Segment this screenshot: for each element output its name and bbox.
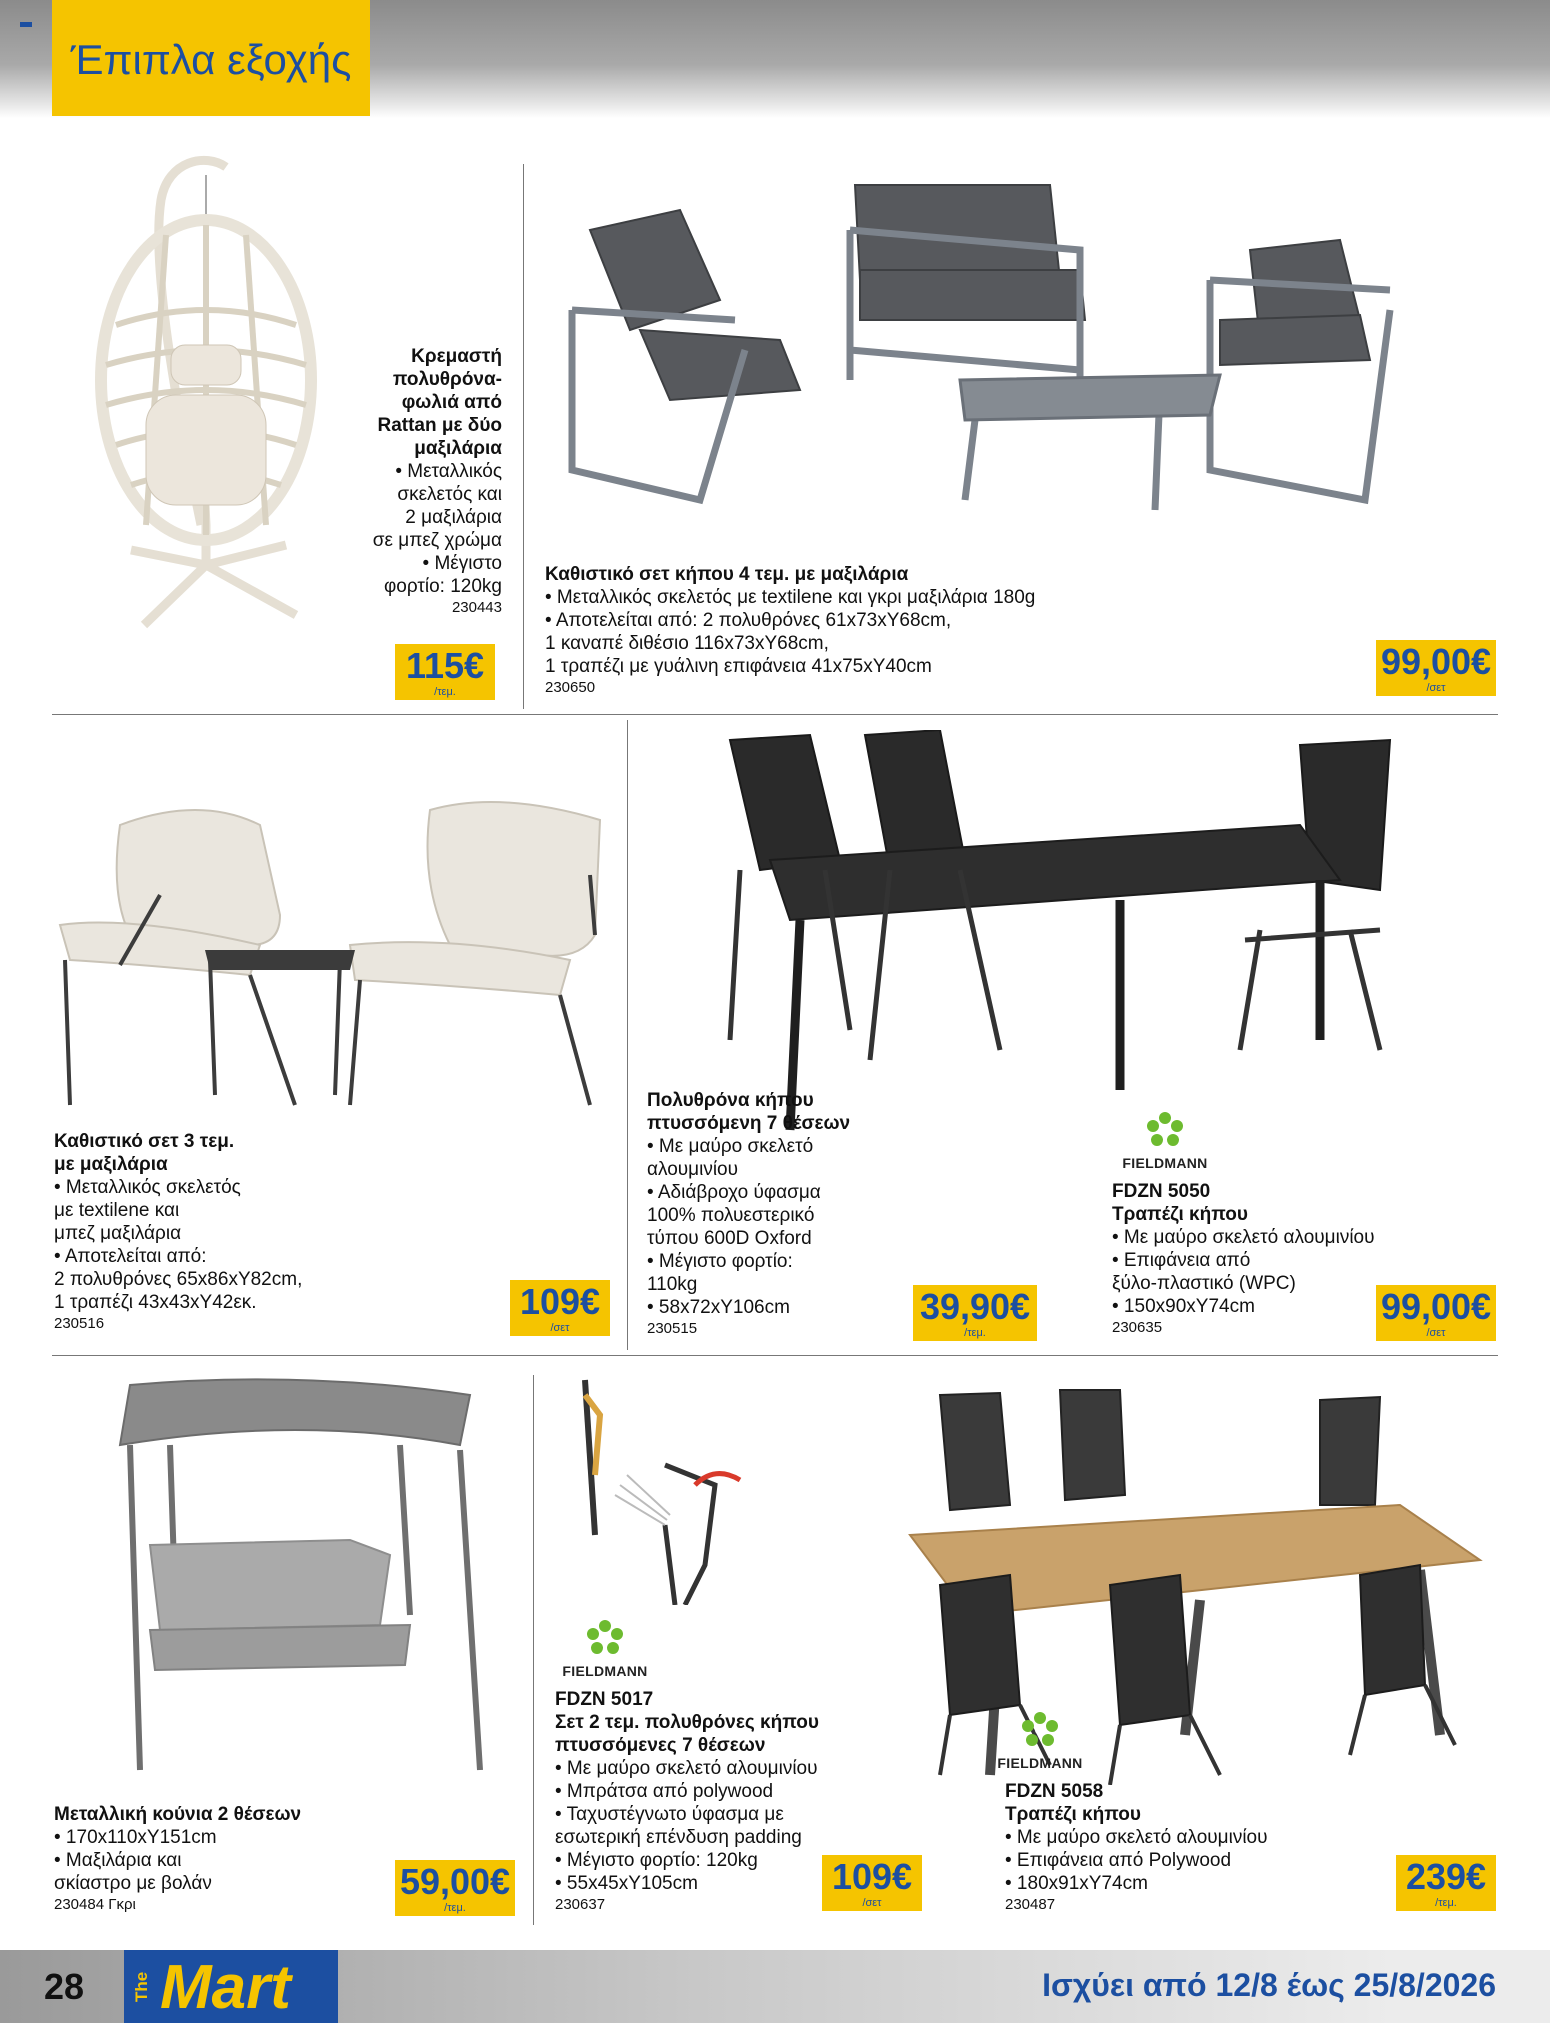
product-title-line: FDZN 5058 <box>1005 1781 1104 1802</box>
product-title-line: Κρεμαστή <box>411 346 502 367</box>
product-title-line: πτυσσόμενη 7 θέσεων <box>647 1113 851 1134</box>
page-number: 28 <box>44 1966 85 2007</box>
product-detail-line: • Αποτελείται από: 2 πολυθρόνες 61x73xY68cm, <box>545 610 952 631</box>
divider <box>52 1355 1498 1356</box>
product-detail-line: • Μέγιστο <box>422 553 502 574</box>
product-detail-line: • 150x90xY74cm <box>1112 1296 1255 1317</box>
product-title-line: πολυθρόνα- <box>392 369 502 390</box>
dining-set-wood-image <box>880 1385 1500 1785</box>
product-detail-line: • Ταχυστέγνωτο ύφασμα με <box>555 1804 784 1825</box>
dining-set-black-image <box>700 730 1480 1150</box>
brand-name: FIELDMANN <box>1122 1155 1208 1171</box>
category-badge <box>52 0 370 116</box>
price-unit: /σετ <box>1426 1327 1446 1339</box>
product-detail-line: • Μεταλλικός <box>395 461 502 482</box>
product-detail-line: • 170x110xY151cm <box>54 1827 217 1848</box>
product-detail-line: • Με μαύρο σκελετό αλουμινίου <box>1112 1227 1375 1248</box>
product-detail-line: • Με μαύρο σκελετό <box>647 1136 814 1157</box>
product-title-line: FDZN 5017 <box>555 1689 654 1710</box>
price-unit: /σετ <box>1426 682 1446 694</box>
product-title-line: με μαξιλάρια <box>54 1154 168 1175</box>
product-code: 230515 <box>647 1320 698 1337</box>
price-tag <box>395 1860 515 1916</box>
product-detail-line: 100% πολυεστερικό <box>647 1205 815 1226</box>
divider <box>523 164 524 709</box>
fieldmann-flower-icon <box>1145 1110 1185 1150</box>
price-amount: 59,00€ <box>399 1861 511 1902</box>
product-detail-line: μπεζ μαξιλάρια <box>54 1223 182 1244</box>
price-unit: /τεμ. <box>444 1902 466 1914</box>
product-detail-line: σκίαστρο με βολάν <box>54 1873 212 1894</box>
price-tag <box>1376 1285 1496 1341</box>
product-detail-line: • Επιφάνεια από Polywood <box>1005 1850 1232 1871</box>
lounge-set-4pc-image <box>560 170 1490 550</box>
product-title-line: Πολυθρόνα κήπου <box>647 1090 814 1111</box>
product-detail-line: τύπου 600D Oxford <box>647 1228 812 1249</box>
price-tag <box>822 1855 922 1911</box>
product-detail-line: • Μαξιλάρια και <box>54 1850 182 1871</box>
the-mart-logo <box>124 1950 338 2023</box>
lounge-set-3pc-image <box>50 795 610 1115</box>
price-unit: /τεμ. <box>434 686 456 698</box>
product-code: 230650 <box>545 679 596 696</box>
fieldmann-flower-icon <box>1020 1710 1060 1750</box>
fieldmann-flower-icon <box>585 1618 625 1658</box>
price-unit: /τεμ. <box>964 1327 986 1339</box>
product-title-line: πτυσσόμενες 7 θέσεων <box>555 1735 766 1756</box>
product-detail-line: • Με μαύρο σκελετό αλουμινίου <box>1005 1827 1268 1848</box>
product-title-line: μαξιλάρια <box>414 438 502 459</box>
hanging-egg-chair-image <box>56 145 346 670</box>
fieldmann-logo <box>1110 1110 1220 1171</box>
product-detail-line: σκελετός και <box>397 484 502 505</box>
product-garden-swing <box>54 1803 384 1915</box>
product-title-line: Μεταλλική κούνια 2 θέσεων <box>54 1804 302 1825</box>
brand-name: FIELDMANN <box>997 1755 1083 1771</box>
price-tag <box>913 1285 1037 1341</box>
product-title-line: Καθιστικό σετ κήπου 4 τεμ. με μαξιλάρια <box>545 564 909 585</box>
product-detail-line: 110kg <box>647 1274 698 1295</box>
folding-chairs-set-image <box>555 1375 755 1605</box>
divider <box>627 720 628 1350</box>
corner-mark <box>20 22 32 27</box>
product-detail-line: αλουμινίου <box>647 1159 739 1180</box>
product-detail-line: φορτίο: 120kg <box>383 576 502 597</box>
price-amount: 99,00€ <box>1380 1286 1492 1327</box>
divider <box>52 714 1498 715</box>
product-detail-line: εσωτερική επένδυση padding <box>555 1827 802 1848</box>
product-detail-line: 2 μαξιλάρια <box>405 507 502 528</box>
price-unit: /σετ <box>862 1897 882 1909</box>
product-code: 230443 <box>451 599 502 616</box>
product-folding-chair <box>647 1089 917 1339</box>
product-detail-line: 1 τραπέζι 43x43xY42εκ. <box>54 1292 257 1313</box>
product-detail-line: • Επιφάνεια από <box>1112 1250 1251 1271</box>
price-unit: /σετ <box>550 1322 570 1334</box>
product-detail-line: 1 καναπέ διθέσιο 116x73xY68cm, <box>545 633 829 654</box>
category-title: Έπιπλα εξοχής <box>70 36 352 83</box>
product-code: 230637 <box>555 1896 606 1913</box>
product-code: 230516 <box>54 1315 105 1332</box>
price-amount: 109€ <box>519 1281 601 1322</box>
product-code: 230635 <box>1112 1319 1163 1336</box>
price-tag <box>510 1280 610 1336</box>
product-code: 230487 <box>1005 1896 1056 1913</box>
price-tag <box>395 644 495 700</box>
product-detail-line: • 180x91xY74cm <box>1005 1873 1148 1894</box>
product-title-line: Τραπέζι κήπου <box>1112 1204 1248 1225</box>
header-bar <box>0 0 1550 118</box>
product-table-fdzn5058 <box>1005 1780 1345 1915</box>
product-title-line: Σετ 2 τεμ. πολυθρόνες κήπου <box>555 1712 819 1733</box>
product-title-line: Καθιστικό σετ 3 τεμ. <box>54 1131 235 1152</box>
price-amount: 99,00€ <box>1380 641 1492 682</box>
product-detail-line: σε μπεζ χρώμα <box>372 530 502 551</box>
product-title-line: FDZN 5050 <box>1112 1181 1211 1202</box>
price-tag <box>1376 640 1496 696</box>
product-lounge-set-4pc <box>545 563 1165 698</box>
logo-mart: Mart <box>160 1953 291 2022</box>
garden-swing-image <box>100 1375 490 1775</box>
product-detail-line: • Μπράτσα από polywood <box>555 1781 774 1802</box>
validity-period: Ισχύει από 12/8 έως 25/8/2026 <box>1042 1967 1496 2003</box>
divider <box>533 1375 534 1925</box>
product-title-line: Τραπέζι κήπου <box>1005 1804 1141 1825</box>
product-detail-line: • Μέγιστο φορτίο: <box>647 1251 793 1272</box>
price-amount: 39,90€ <box>919 1286 1031 1327</box>
product-detail-line: • Μεταλλικός σκελετός <box>54 1177 241 1198</box>
price-amount: 109€ <box>831 1856 913 1897</box>
price-tag <box>1396 1855 1496 1911</box>
product-code: 230484 Γκρι <box>54 1896 136 1913</box>
product-detail-line: • 55x45xY105cm <box>555 1873 698 1894</box>
product-detail-line: • Αποτελείται από: <box>54 1246 207 1267</box>
product-lounge-set-3pc <box>54 1130 414 1334</box>
product-title-line: φωλιά από <box>401 392 502 413</box>
price-amount: 115€ <box>405 645 485 686</box>
price-unit: /τεμ. <box>1435 1897 1457 1909</box>
brand-name: FIELDMANN <box>562 1663 648 1679</box>
fieldmann-logo <box>985 1710 1095 1771</box>
product-detail-line: • Αδιάβροχο ύφασμα <box>647 1182 821 1203</box>
product-detail-line: • Με μαύρο σκελετό αλουμινίου <box>555 1758 818 1779</box>
product-detail-line: ξύλο-πλαστικό (WPC) <box>1112 1273 1296 1294</box>
product-detail-line: με textilene και <box>54 1200 180 1221</box>
footer-bar <box>0 1950 1550 2023</box>
product-detail-line: • 58x72xY106cm <box>647 1297 790 1318</box>
product-detail-line: • Μέγιστο φορτίο: 120kg <box>555 1850 758 1871</box>
product-detail-line: 2 πολυθρόνες 65x86xY82cm, <box>54 1269 303 1290</box>
product-title-line: Rattan με δύο <box>377 415 502 436</box>
product-detail-line: • Μεταλλικός σκελετός με textilene και γκρι μαξιλάρια 180g <box>545 587 1036 608</box>
fieldmann-logo <box>550 1618 660 1679</box>
product-detail-line: 1 τραπέζι με γυάλινη επιφάνεια 41x75xY40cm <box>545 656 932 677</box>
logo-the: The <box>132 1971 151 2002</box>
product-hanging-chair <box>342 345 502 618</box>
price-amount: 239€ <box>1405 1856 1487 1897</box>
